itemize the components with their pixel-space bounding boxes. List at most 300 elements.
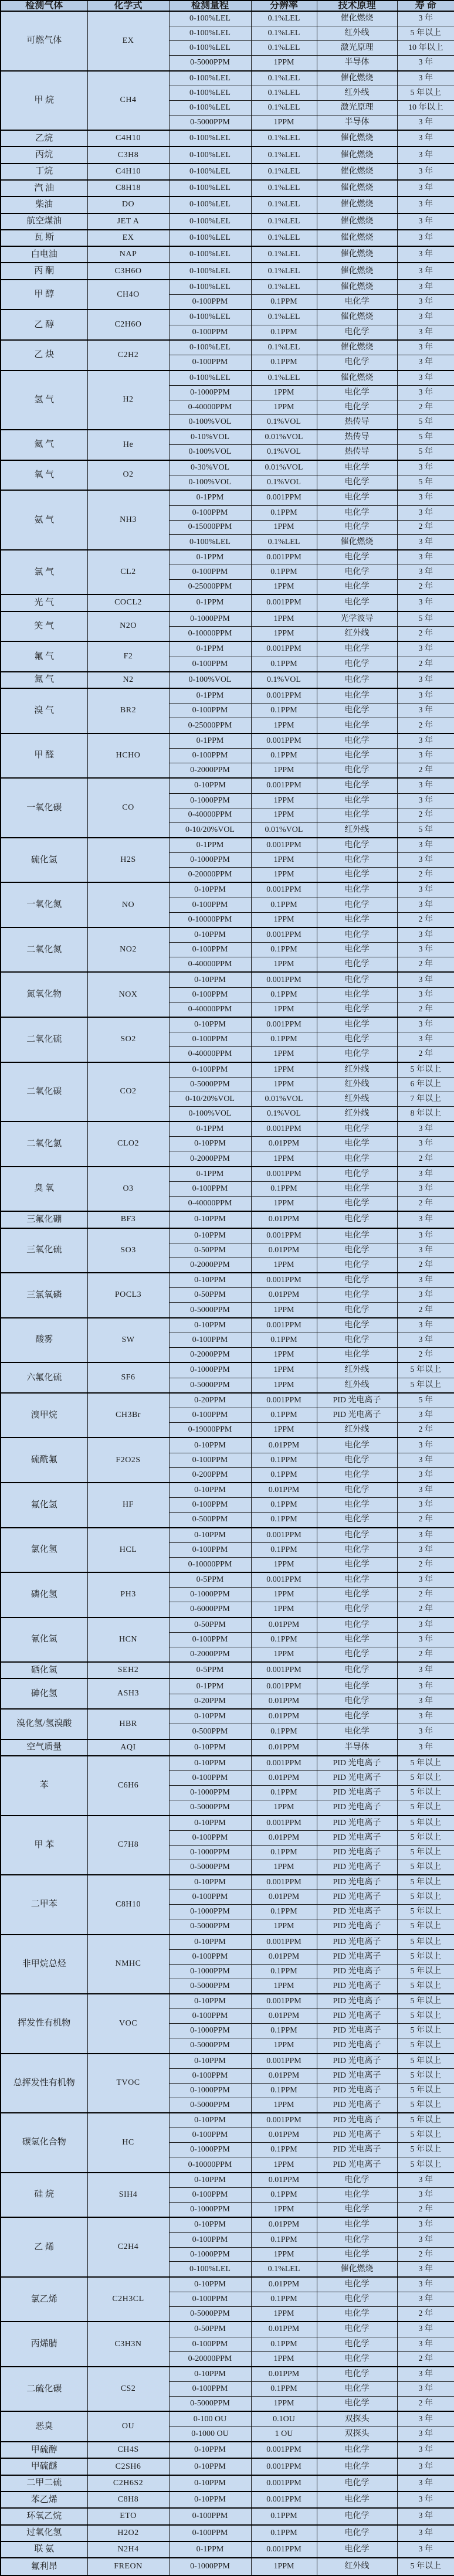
range-cell: 0-1PPM [169, 2541, 251, 2558]
resolution-cell: 0.001PPM [251, 1528, 317, 1543]
resolution-cell: 0.01PPM [251, 1617, 317, 1633]
resolution-cell: 1PPM [251, 2157, 317, 2173]
range-cell: 0-40000PPM [169, 957, 251, 973]
resolution-cell: 0.01PPM [251, 1739, 317, 1756]
lifespan-cell: 3 年 [397, 672, 454, 688]
lifespan-cell: 3 年 [397, 1137, 454, 1151]
gas-name-cell: 联 氨 [1, 2541, 87, 2558]
table-row [1, 2442, 454, 2458]
technology-cell: 电化学 [317, 1196, 397, 1211]
lifespan-cell: 5 年以上 [397, 2157, 454, 2173]
technology-cell: 催化燃烧 [317, 280, 397, 295]
range-cell: 0-1PPM [169, 838, 251, 853]
technology-cell: 电化学 [317, 1437, 397, 1453]
lifespan-cell: 3 年 [397, 1017, 454, 1032]
lifespan-cell: 2 年 [397, 1303, 454, 1318]
technology-cell: 电化学 [317, 1137, 397, 1151]
range-cell: 0-100%LEL [169, 371, 251, 386]
lifespan-cell: 3 年 [397, 196, 454, 213]
technology-cell: 电化学 [317, 898, 397, 912]
lifespan-cell: 5 年以上 [397, 1964, 454, 1979]
range-cell: 0-1PPM [169, 641, 251, 657]
table-row [1, 1572, 454, 1588]
lifespan-cell: 3 年 [397, 987, 454, 1002]
lifespan-cell: 3 年 [397, 565, 454, 580]
range-cell: 0-1000PPM [169, 1964, 251, 1979]
lifespan-cell: 3 年 [397, 1662, 454, 1678]
table-row [1, 1211, 454, 1228]
lifespan-cell: 2 年 [397, 808, 454, 823]
lifespan-cell: 2 年 [397, 718, 454, 733]
chemical-formula-cell: EX [87, 230, 169, 246]
lifespan-cell: 3 年 [397, 641, 454, 657]
lifespan-cell: 3 年 [397, 550, 454, 565]
lifespan-cell: 3 年 [397, 2292, 454, 2307]
technology-cell: 电化学 [317, 657, 397, 672]
table-row [1, 972, 454, 987]
table-row [1, 641, 454, 657]
range-cell: 0-100PPM [169, 2009, 251, 2024]
lifespan-cell: 5 年以上 [397, 1935, 454, 1950]
technology-cell: PID 光电离子 [317, 1756, 397, 1771]
lifespan-cell: 5 年 [397, 823, 454, 838]
technology-cell: 红外线 [317, 26, 397, 41]
resolution-cell: 0.01PPM [251, 1771, 317, 1786]
lifespan-cell: 3 年 [397, 2337, 454, 2351]
gas-name-cell: 氟利昂 [1, 2558, 87, 2575]
technology-cell: PID 光电离子 [317, 1979, 397, 1994]
resolution-cell: 0.01PPM [251, 2068, 317, 2083]
lifespan-cell: 3 年 [397, 1498, 454, 1513]
resolution-cell: 1PPM [251, 115, 317, 130]
lifespan-cell: 3 年 [397, 147, 454, 163]
resolution-cell: 1PPM [251, 1362, 317, 1378]
range-cell: 0-10PPM [169, 927, 251, 943]
technology-cell: 半导体 [317, 1739, 397, 1756]
range-cell: 0-100PPM [169, 1032, 251, 1047]
chemical-formula-cell: SEH2 [87, 1662, 169, 1678]
technology-cell: 电化学 [317, 1228, 397, 1243]
range-cell: 0-100PPM [169, 2382, 251, 2397]
resolution-cell: 0.1%VOL [251, 475, 317, 490]
lifespan-cell: 3 年 [397, 1122, 454, 1137]
technology-cell: 电化学 [317, 550, 397, 565]
gas-name-cell: 溴甲烷 [1, 1393, 87, 1438]
lifespan-cell: 5 年以上 [397, 86, 454, 100]
lifespan-cell: 5 年以上 [397, 1362, 454, 1378]
range-cell: 0-1PPM [169, 1678, 251, 1694]
technology-cell: PID 光电离子 [317, 1845, 397, 1860]
table-row [1, 778, 454, 793]
lifespan-cell: 2 年 [397, 1513, 454, 1528]
range-cell: 0-100PPM [169, 505, 251, 520]
technology-cell: 电化学 [317, 460, 397, 475]
resolution-cell: 0.1%VOL [251, 672, 317, 688]
resolution-cell: 0.01PPM [251, 2009, 317, 2024]
range-cell: 0-100PPM [169, 1542, 251, 1557]
range-cell: 0-50PPM [169, 2322, 251, 2337]
resolution-cell: 0.001PPM [251, 2475, 317, 2492]
chemical-formula-cell: C8H18 [87, 180, 169, 196]
resolution-cell: 0.001PPM [251, 1935, 317, 1950]
technology-cell: 电化学 [317, 748, 397, 763]
resolution-cell: 0.001PPM [251, 1122, 317, 1137]
range-cell: 0-100PPM [169, 987, 251, 1002]
technology-cell: PID 光电离子 [317, 2068, 397, 2083]
resolution-cell: 0.1%LEL [251, 280, 317, 295]
range-cell: 0-1000 OU [169, 2427, 251, 2442]
lifespan-cell: 2 年 [397, 1602, 454, 1617]
resolution-cell: 0.01PPM [251, 1243, 317, 1258]
technology-cell: 电化学 [317, 1167, 397, 1182]
table-row [1, 2492, 454, 2508]
technology-cell: 光学波导 [317, 611, 397, 627]
range-cell: 0-100%LEL [169, 147, 251, 163]
technology-cell: 电化学 [317, 2337, 397, 2351]
lifespan-cell: 3 年 [397, 1453, 454, 1467]
resolution-cell: 1PPM [251, 1602, 317, 1617]
chemical-formula-cell: BF3 [87, 1211, 169, 1228]
range-cell: 0-100%LEL [169, 130, 251, 147]
gas-name-cell: 甲 醇 [1, 280, 87, 310]
technology-cell: 电化学 [317, 520, 397, 535]
gas-name-cell: 氟化氢 [1, 1483, 87, 1528]
range-cell: 0-1000PPM [169, 1588, 251, 1602]
lifespan-cell: 5 年以上 [397, 1949, 454, 1964]
lifespan-cell: 5 年以上 [397, 2024, 454, 2038]
range-cell: 0-10%VOL [169, 430, 251, 445]
range-cell: 0-500PPM [169, 1513, 251, 1528]
resolution-cell: 1PPM [251, 1258, 317, 1273]
range-cell: 0-50PPM [169, 1243, 251, 1258]
resolution-cell: 0.1PPM [251, 2024, 317, 2038]
lifespan-cell: 3 年 [397, 310, 454, 325]
chemical-formula-cell: ETO [87, 2508, 169, 2524]
lifespan-cell: 5 年以上 [397, 1816, 454, 1831]
resolution-cell: 0.01PPM [251, 2277, 317, 2292]
table-row [1, 1678, 454, 1694]
technology-cell: 电化学 [317, 1694, 397, 1709]
lifespan-cell: 3 年 [397, 2187, 454, 2202]
chemical-formula-cell: HF [87, 1483, 169, 1528]
range-cell: 0-100PPM [169, 1949, 251, 1964]
technology-cell: PID 光电离子 [317, 1875, 397, 1890]
chemical-formula-cell: H2S [87, 838, 169, 883]
range-cell: 0-200PPM [169, 1467, 251, 1483]
chemical-formula-cell: N2 [87, 672, 169, 688]
lifespan-cell: 5 年 [397, 611, 454, 627]
resolution-cell: 0.1OU [251, 2411, 317, 2427]
lifespan-cell: 3 年 [397, 164, 454, 180]
chemical-formula-cell: HCHO [87, 733, 169, 779]
range-cell: 0-1000PPM [169, 2143, 251, 2157]
range-cell: 0-100PPM [169, 1771, 251, 1786]
resolution-cell: 0.01PPM [251, 2367, 317, 2382]
technology-cell: 电化学 [317, 490, 397, 505]
header-formula: 化学式 [87, 1, 169, 11]
chemical-formula-cell: HCN [87, 1617, 169, 1663]
technology-cell: 催化燃烧 [317, 130, 397, 147]
technology-cell: 电化学 [317, 1602, 397, 1617]
technology-cell: PID 光电离子 [317, 1800, 397, 1816]
technology-cell: 电化学 [317, 672, 397, 688]
range-cell: 0-100PPM [169, 704, 251, 718]
range-cell: 0-6000PPM [169, 1602, 251, 1617]
range-cell: 0-100PPM [169, 325, 251, 340]
table-row [1, 733, 454, 749]
lifespan-cell: 5 年以上 [397, 1830, 454, 1845]
technology-cell: 电化学 [317, 1632, 397, 1647]
lifespan-cell: 2 年 [397, 1647, 454, 1662]
range-cell: 0-2000PPM [169, 1258, 251, 1273]
resolution-cell: 0.1PPM [251, 1905, 317, 1919]
range-cell: 0-10/20%VOL [169, 1092, 251, 1106]
resolution-cell: 0.1PPM [251, 898, 317, 912]
range-cell: 0-1000PPM [169, 1362, 251, 1378]
chemical-formula-cell: NMHC [87, 1935, 169, 1994]
technology-cell: 催化燃烧 [317, 11, 397, 26]
lifespan-cell: 3 年 [397, 793, 454, 808]
resolution-cell: 0.1PPM [251, 987, 317, 1002]
table-row [1, 2458, 454, 2475]
range-cell: 0-100%VOL [169, 414, 251, 430]
range-cell: 0-10PPM [169, 1483, 251, 1498]
technology-cell: 热传导 [317, 430, 397, 445]
resolution-cell: 1PPM [251, 763, 317, 778]
range-cell: 0-100%VOL [169, 672, 251, 688]
resolution-cell: 0.1PPM [251, 1467, 317, 1483]
gas-name-cell: 二硫化碳 [1, 2367, 87, 2412]
table-row [1, 1318, 454, 1333]
resolution-cell: 0.1PPM [251, 1632, 317, 1647]
technology-cell: PID 光电离子 [317, 2024, 397, 2038]
resolution-cell: 0.001PPM [251, 2442, 317, 2458]
lifespan-cell: 3 年 [397, 1709, 454, 1724]
resolution-cell: 0.1PPM [251, 1408, 317, 1423]
table-row [1, 1994, 454, 2009]
chemical-formula-cell: CH3Br [87, 1393, 169, 1438]
technology-cell: 催化燃烧 [317, 535, 397, 550]
lifespan-cell: 3 年 [397, 2262, 454, 2277]
lifespan-cell: 2 年 [397, 2307, 454, 2322]
lifespan-cell: 3 年 [397, 2173, 454, 2188]
lifespan-cell: 3 年 [397, 1724, 454, 1739]
range-cell: 0-15000PPM [169, 520, 251, 535]
lifespan-cell: 3 年 [397, 2367, 454, 2382]
resolution-cell: 0.1PPM [251, 295, 317, 310]
resolution-cell: 0.1%LEL [251, 2262, 317, 2277]
lifespan-cell: 3 年 [397, 748, 454, 763]
lifespan-cell: 3 年 [397, 130, 454, 147]
chemical-formula-cell: N2O [87, 611, 169, 642]
chemical-formula-cell: C7H8 [87, 1816, 169, 1875]
table-row [1, 2217, 454, 2232]
chemical-formula-cell: HC [87, 2113, 169, 2173]
range-cell: 0-5000PPM [169, 115, 251, 130]
gas-name-cell: 氯化氢 [1, 1528, 87, 1573]
range-cell: 0-10PPM [169, 1739, 251, 1756]
table-row [1, 71, 454, 86]
technology-cell: 电化学 [317, 853, 397, 868]
range-cell: 0-10000PPM [169, 2157, 251, 2173]
resolution-cell: 1PPM [251, 1800, 317, 1816]
chemical-formula-cell: C2H4 [87, 2217, 169, 2277]
resolution-cell: 1PPM [251, 1303, 317, 1318]
range-cell: 0-10PPM [169, 2492, 251, 2508]
lifespan-cell: 3 年 [397, 2232, 454, 2247]
table-row [1, 1017, 454, 1032]
technology-cell: PID 光电离子 [317, 1393, 397, 1408]
chemical-formula-cell: C6H6 [87, 1756, 169, 1816]
chemical-formula-cell: HBR [87, 1709, 169, 1739]
technology-cell: 电化学 [317, 2187, 397, 2202]
range-cell: 0-10PPM [169, 1318, 251, 1333]
range-cell: 0-10PPM [169, 1228, 251, 1243]
gas-name-cell: 乙 烯 [1, 2217, 87, 2277]
table-row [1, 550, 454, 565]
range-cell: 0-100%LEL [169, 310, 251, 325]
technology-cell: 电化学 [317, 1662, 397, 1678]
resolution-cell: 0.1PPM [251, 1032, 317, 1047]
technology-cell: 红外线 [317, 1378, 397, 1393]
technology-cell: 电化学 [317, 972, 397, 987]
table-row [1, 280, 454, 295]
range-cell: 0-100PPM [169, 565, 251, 580]
resolution-cell: 1PPM [251, 793, 317, 808]
lifespan-cell: 2 年 [397, 2202, 454, 2217]
range-cell: 0-100%LEL [169, 340, 251, 355]
table-row [1, 1273, 454, 1288]
resolution-cell: 1PPM [251, 912, 317, 927]
lifespan-cell: 5 年以上 [397, 26, 454, 41]
resolution-cell: 0.1%LEL [251, 86, 317, 100]
range-cell: 0-100PPM [169, 1890, 251, 1905]
range-cell: 0-5000PPM [169, 1860, 251, 1875]
resolution-cell: 0.1PPM [251, 505, 317, 520]
technology-cell: 电化学 [317, 1002, 397, 1017]
range-cell: 0-5PPM [169, 1662, 251, 1678]
technology-cell: 电化学 [317, 2508, 397, 2524]
lifespan-cell: 2 年 [397, 400, 454, 414]
resolution-cell: 0.001PPM [251, 1572, 317, 1588]
chemical-formula-cell: NOX [87, 972, 169, 1017]
resolution-cell: 0.1%LEL [251, 196, 317, 213]
resolution-cell: 0.1%VOL [251, 1106, 317, 1122]
range-cell: 0-100PPM [169, 2525, 251, 2541]
lifespan-cell: 3 年 [397, 1483, 454, 1498]
range-cell: 0-100%LEL [169, 180, 251, 196]
gas-name-cell: 砷化氢 [1, 1678, 87, 1709]
chemical-formula-cell: PH3 [87, 1572, 169, 1617]
resolution-cell: 0.1PPM [251, 2525, 317, 2541]
chemical-formula-cell: C3H8 [87, 147, 169, 163]
resolution-cell: 0.001PPM [251, 1167, 317, 1182]
technology-cell: 催化燃烧 [317, 164, 397, 180]
technology-cell: PID 光电离子 [317, 2143, 397, 2157]
range-cell: 0-100PPM [169, 2187, 251, 2202]
resolution-cell: 0.001PPM [251, 2541, 317, 2558]
resolution-cell: 1PPM [251, 1860, 317, 1875]
range-cell: 0-10PPM [169, 2054, 251, 2069]
technology-cell: 电化学 [317, 2173, 397, 2188]
technology-cell: 电化学 [317, 1318, 397, 1333]
resolution-cell: 0.1%LEL [251, 147, 317, 163]
resolution-cell: 0.001PPM [251, 838, 317, 853]
header-range: 检测量程 [169, 1, 251, 11]
lifespan-cell: 3 年 [397, 1032, 454, 1047]
lifespan-cell: 2 年 [397, 1258, 454, 1273]
chemical-formula-cell: C2H6O [87, 310, 169, 340]
gas-name-cell: 空气质量 [1, 1739, 87, 1756]
resolution-cell: 0.01PPM [251, 2128, 317, 2143]
resolution-cell: 0.01PPM [251, 2173, 317, 2188]
range-cell: 0-1000PPM [169, 2247, 251, 2262]
table-row [1, 1528, 454, 1543]
range-cell: 0-10/20%VOL [169, 823, 251, 838]
technology-cell: 红外线 [317, 1077, 397, 1092]
resolution-cell: 0.01PPM [251, 1709, 317, 1724]
range-cell: 0-100%VOL [169, 475, 251, 490]
resolution-cell: 1PPM [251, 1077, 317, 1092]
table-row [1, 2541, 454, 2558]
lifespan-cell: 2 年 [397, 868, 454, 883]
lifespan-cell: 5 年以上 [397, 2143, 454, 2157]
range-cell: 0-10PPM [169, 1816, 251, 1831]
resolution-cell: 0.001PPM [251, 733, 317, 749]
range-cell: 0-20PPM [169, 1393, 251, 1408]
gas-name-cell: 挥发性有机物 [1, 1994, 87, 2054]
lifespan-cell: 3 年 [397, 2475, 454, 2492]
lifespan-cell: 3 年 [397, 2541, 454, 2558]
range-cell: 0-5000PPM [169, 1800, 251, 1816]
chemical-formula-cell: SF6 [87, 1362, 169, 1393]
technology-cell: 电化学 [317, 733, 397, 749]
technology-cell: 双探头 [317, 2411, 397, 2427]
range-cell: 0-5000PPM [169, 2397, 251, 2412]
chemical-formula-cell: HCL [87, 1528, 169, 1573]
gas-name-cell: 臭 氧 [1, 1167, 87, 1212]
lifespan-cell: 5 年以上 [397, 1062, 454, 1078]
resolution-cell: 1PPM [251, 1378, 317, 1393]
lifespan-cell: 3 年 [397, 1694, 454, 1709]
header-row [1, 1, 454, 11]
range-cell: 0-100PPM [169, 1333, 251, 1347]
range-cell: 0-100%LEL [169, 86, 251, 100]
resolution-cell: 1PPM [251, 2202, 317, 2217]
gas-name-cell: 硒化氢 [1, 1662, 87, 1678]
lifespan-cell: 2 年 [397, 912, 454, 927]
resolution-cell: 1PPM [251, 2038, 317, 2054]
lifespan-cell: 2 年 [397, 1347, 454, 1362]
lifespan-cell: 3 年 [397, 688, 454, 704]
gas-name-cell: 笑 气 [1, 611, 87, 642]
resolution-cell: 1PPM [251, 957, 317, 973]
resolution-cell: 0.1PPM [251, 2143, 317, 2157]
resolution-cell: 0.1PPM [251, 1786, 317, 1800]
table-row [1, 1739, 454, 1756]
lifespan-cell: 3 年 [397, 1437, 454, 1453]
range-cell: 0-100PPM [169, 1408, 251, 1423]
table-row [1, 1228, 454, 1243]
technology-cell: 热传导 [317, 414, 397, 430]
resolution-cell: 0.01PPM [251, 1694, 317, 1709]
technology-cell: 电化学 [317, 385, 397, 400]
resolution-cell: 1PPM [251, 611, 317, 627]
technology-cell: 电化学 [317, 2232, 397, 2247]
lifespan-cell: 2 年 [397, 957, 454, 973]
range-cell: 0-40000PPM [169, 1047, 251, 1062]
technology-cell: 电化学 [317, 325, 397, 340]
